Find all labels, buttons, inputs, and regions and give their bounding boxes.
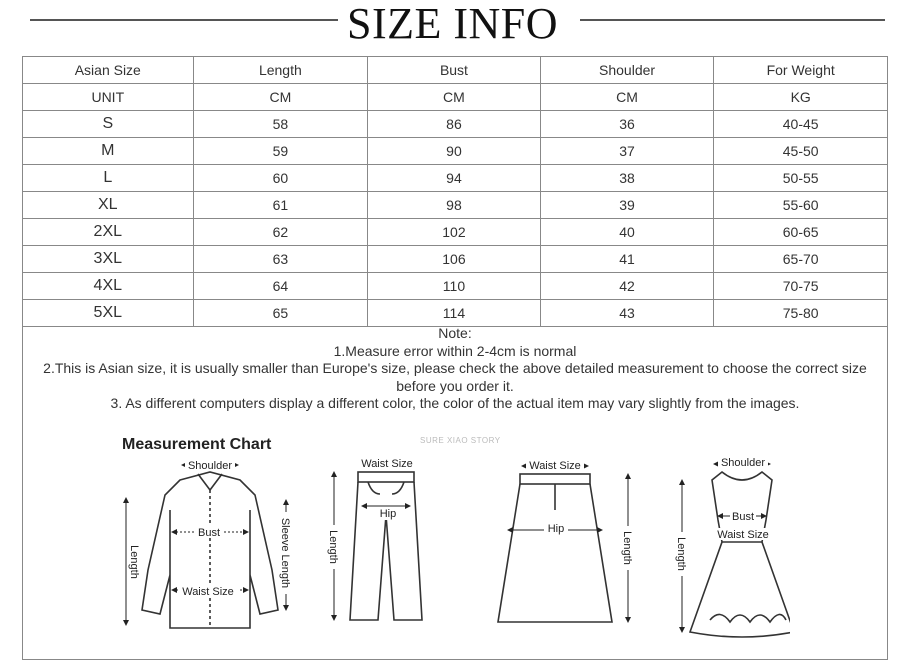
- table-row: [23, 165, 888, 192]
- table-row: [23, 111, 888, 138]
- shoulder-cell: 40: [540, 219, 714, 246]
- bust-cell: 90: [368, 138, 541, 165]
- unit-cell: CM: [368, 84, 541, 111]
- dress-length-label: Length: [675, 537, 687, 571]
- length-cell: 58: [193, 111, 368, 138]
- title-rule-right: [580, 19, 885, 21]
- weight-cell: 40-45: [714, 111, 888, 138]
- header-cell: Shoulder: [540, 57, 714, 84]
- table-row: [23, 246, 888, 273]
- table-row: [23, 273, 888, 300]
- dress-drawing: [690, 472, 790, 637]
- length-cell: 62: [193, 219, 368, 246]
- length-cell: 59: [193, 138, 368, 165]
- pants-drawing: [350, 472, 422, 620]
- header-cell: For Weight: [714, 57, 888, 84]
- shoulder-cell: 41: [540, 246, 714, 273]
- size-cell: M: [23, 138, 194, 165]
- pants-waist-label: Waist Size: [361, 458, 413, 470]
- table-row: [23, 138, 888, 165]
- bust-cell: 106: [368, 246, 541, 273]
- size-cell: 4XL: [23, 273, 194, 300]
- header-cell: Length: [193, 57, 368, 84]
- skirt-hip-label: Hip: [547, 523, 565, 535]
- shoulder-cell: 42: [540, 273, 714, 300]
- note-line-2: 2.This is Asian size, it is usually smaller than Europe's size, please check the above detailed measurement to choose the correct size: [43, 360, 867, 376]
- bust-cell: 98: [368, 192, 541, 219]
- shirt-length-label: Length: [128, 545, 140, 579]
- length-cell: 61: [193, 192, 368, 219]
- size-cell: 2XL: [23, 219, 194, 246]
- size-cell: 5XL: [23, 300, 194, 327]
- size-cell: L: [23, 165, 194, 192]
- shirt-drawing: [142, 472, 278, 628]
- weight-cell: 45-50: [714, 138, 888, 165]
- notes: [22, 325, 888, 413]
- note-line-3: 3. As different computers display a different color, the color of the actual item may vary slightly from the images.: [110, 395, 800, 411]
- table-row: [23, 219, 888, 246]
- note-line-1: 1.Measure error within 2-4cm is normal: [333, 342, 577, 359]
- skirt-drawing: [498, 474, 612, 622]
- shirt-bust-label: Bust: [197, 527, 221, 539]
- header-cell: Asian Size: [23, 57, 194, 84]
- weight-cell: 50-55: [714, 165, 888, 192]
- skirt-waist-label: Waist Size: [529, 460, 581, 472]
- bust-cell: 86: [368, 111, 541, 138]
- size-cell: S: [23, 111, 194, 138]
- unit-cell: UNIT: [23, 84, 194, 111]
- title-bar: [0, 0, 905, 50]
- length-cell: 65: [193, 300, 368, 327]
- bust-cell: 102: [368, 219, 541, 246]
- length-cell: 63: [193, 246, 368, 273]
- shoulder-cell: 38: [540, 165, 714, 192]
- shoulder-cell: 37: [540, 138, 714, 165]
- weight-cell: 65-70: [714, 246, 888, 273]
- notes-heading: Note:: [438, 325, 472, 341]
- dress-bust-label: Bust: [731, 511, 755, 523]
- bust-cell: 114: [368, 300, 541, 327]
- weight-cell: 60-65: [714, 219, 888, 246]
- unit-cell: CM: [540, 84, 714, 111]
- length-cell: 60: [193, 165, 368, 192]
- table-unit-row: [23, 84, 888, 111]
- skirt-length-label: Length: [621, 531, 633, 565]
- shoulder-cell: 39: [540, 192, 714, 219]
- page-title: SIZE INFO: [346, 0, 559, 48]
- note-line-2-cont: before you order it.: [396, 377, 514, 394]
- measurement-illustrations: [110, 450, 790, 645]
- bust-cell: 94: [368, 165, 541, 192]
- table-row: [23, 192, 888, 219]
- header-cell: Bust: [368, 57, 541, 84]
- table-header-row: [23, 57, 888, 84]
- shoulder-cell: 36: [540, 111, 714, 138]
- size-cell: XL: [23, 192, 194, 219]
- length-cell: 64: [193, 273, 368, 300]
- shirt-sleeve-label: Sleeve Length: [279, 517, 291, 589]
- shoulder-cell: 43: [540, 300, 714, 327]
- weight-cell: 70-75: [714, 273, 888, 300]
- dress-waist-label: Waist Size: [717, 529, 769, 541]
- watermark: SURE XIAO STORY: [420, 436, 501, 445]
- measurement-chart-title: Measurement Chart: [122, 436, 272, 453]
- size-table: [22, 56, 888, 327]
- weight-cell: 75-80: [714, 300, 888, 327]
- unit-cell: KG: [714, 84, 888, 111]
- weight-cell: 55-60: [714, 192, 888, 219]
- pants-length-label: Length: [327, 530, 339, 564]
- size-cell: 3XL: [23, 246, 194, 273]
- pants-hip-label: Hip: [379, 508, 397, 520]
- shirt-waist-label: Waist Size: [182, 586, 234, 598]
- unit-cell: CM: [193, 84, 368, 111]
- shirt-shoulder-label: Shoulder: [187, 460, 233, 472]
- table-row: [23, 300, 888, 327]
- dress-shoulder-label: Shoulder: [720, 457, 766, 469]
- bust-cell: 110: [368, 273, 541, 300]
